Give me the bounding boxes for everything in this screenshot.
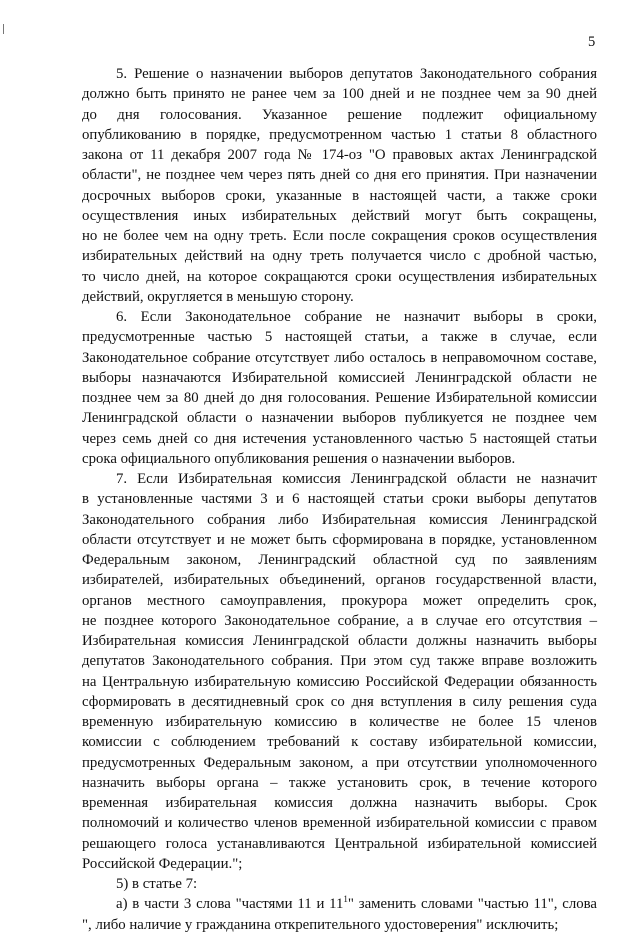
- text-line: то число дней, на которое сокращаются сроки осуществления избирательных: [82, 268, 597, 285]
- document-body: [82, 64, 597, 935]
- text-line: временную избирательную комиссию в количестве не более 15 членов: [82, 714, 597, 730]
- text-line: на Центральную избирательную комиссию Российской Федерации обязанность: [82, 673, 597, 690]
- text-line: осуществления иных избирательных действий могут быть сокращены,: [82, 207, 597, 224]
- text-line: 5) в статье 7:: [116, 876, 198, 892]
- text-line: 5. Решение о назначении выборов депутатов Законодательного собрания: [116, 66, 597, 82]
- text-line: сформировать в десятидневный срок со дня вступления в силу решения суда: [82, 693, 597, 710]
- text-line: Федеральным законом, Ленинградский областной суд по заявлениям: [82, 552, 597, 568]
- text-line: срока официального опубликования решения о назначении выборов.: [82, 450, 516, 467]
- text-line: закона от 11 декабря 2007 года № 174-оз "О правовых актах Ленинградской: [82, 147, 597, 163]
- text-line: действий, округляется в меньшую сторону.: [82, 288, 354, 305]
- text-line: решающего голоса устанавливаются Центральной избирательной комиссией: [82, 835, 597, 852]
- text-line: но не более чем на одну треть. Если после сокращения сроков осуществления: [82, 228, 597, 244]
- text-line: депутатов Законодательного собрания. При этом суд также вправе возложить: [82, 653, 597, 670]
- text-line: избирательных действий на одну треть получается число с дробной частью,: [82, 248, 597, 265]
- text-line: досрочных выборов сроки, указанные в настоящей части, а также сроки: [82, 187, 597, 204]
- text-line: области отсутствует и не может быть сформирована в порядке, установленном: [82, 531, 597, 548]
- text-line: должно быть принято не ранее чем за 100 дней и не позднее чем за 90 дней: [82, 86, 597, 103]
- text-line: Законодательное собрание отсутствует либо осталось в неправомочном составе,: [82, 349, 597, 366]
- text-fragment: а) в части 3 слова "частями 11 и 11: [116, 896, 344, 913]
- text-line: 6. Если Законодательное собрание не назначит выборы в сроки,: [116, 309, 597, 325]
- text-line: органов местного самоуправления, прокурора может определить срок,: [82, 592, 597, 609]
- text-line: предусмотренные частью 5 настоящей статьи, а также в случае, если: [82, 329, 597, 346]
- text-line: назначить выборы органа – также установить срок, в течение которого: [82, 774, 597, 791]
- text-line: Российской Федерации.";: [82, 855, 243, 872]
- page-number: 5: [588, 34, 596, 50]
- text-line: области", не позднее чем через пять дней со дня его принятия. При назначении: [82, 167, 597, 184]
- text-line: избирателей, избирательных объединений, органов государственной власти,: [82, 572, 597, 589]
- text-line: Законодательного собрания либо Избирательная комиссия Ленинградской: [82, 511, 597, 528]
- text-line: позднее чем за 80 дней до дня голосования. Решение Избирательной комиссии: [82, 390, 597, 406]
- text-line: комиссии с соблюдением требований к составу избирательной комиссии,: [82, 734, 597, 751]
- text-line: 7. Если Избирательная комиссия Ленинградской области не назначит: [116, 471, 597, 487]
- text-line: в установленные частями 3 и 6 настоящей статьи сроки выборы депутатов: [82, 491, 597, 508]
- text-line: Ленинградской области о назначении выборов публикуется не позднее чем: [82, 410, 597, 427]
- text-line: предусмотренных Федеральным законом, а при отсутствии уполномоченного: [82, 754, 597, 771]
- text-line: ", либо наличие у гражданина открепительного удостоверения" исключить;: [82, 916, 559, 933]
- text-fragment: " заменить словами "частью 11", слова: [347, 896, 597, 913]
- text-line: до дня голосования. Указанное решение подлежит официальному: [82, 106, 597, 123]
- text-line: Избирательная комиссия Ленинградской области должны назначить выборы: [82, 633, 597, 649]
- text-line: временная избирательная комиссия должна назначить выборы. Срок: [82, 795, 597, 811]
- text-line: выборы назначаются Избирательной комиссией Ленинградской области не: [82, 369, 597, 386]
- superscript: 1: [343, 894, 348, 905]
- margin-mark: [3, 24, 4, 34]
- text-line: через семь дней со дня истечения установленного частью 5 настоящей статьи: [82, 430, 597, 447]
- text-line: [82, 894, 597, 914]
- text-line: опубликованию в порядке, предусмотренном частью 1 статьи 8 областного: [82, 126, 597, 143]
- text-line: полномочий и количество членов временной избирательной комиссии с правом: [82, 815, 597, 832]
- text-line: не позднее которого Законодательное собрание, а в случае его отсутствия –: [82, 612, 597, 629]
